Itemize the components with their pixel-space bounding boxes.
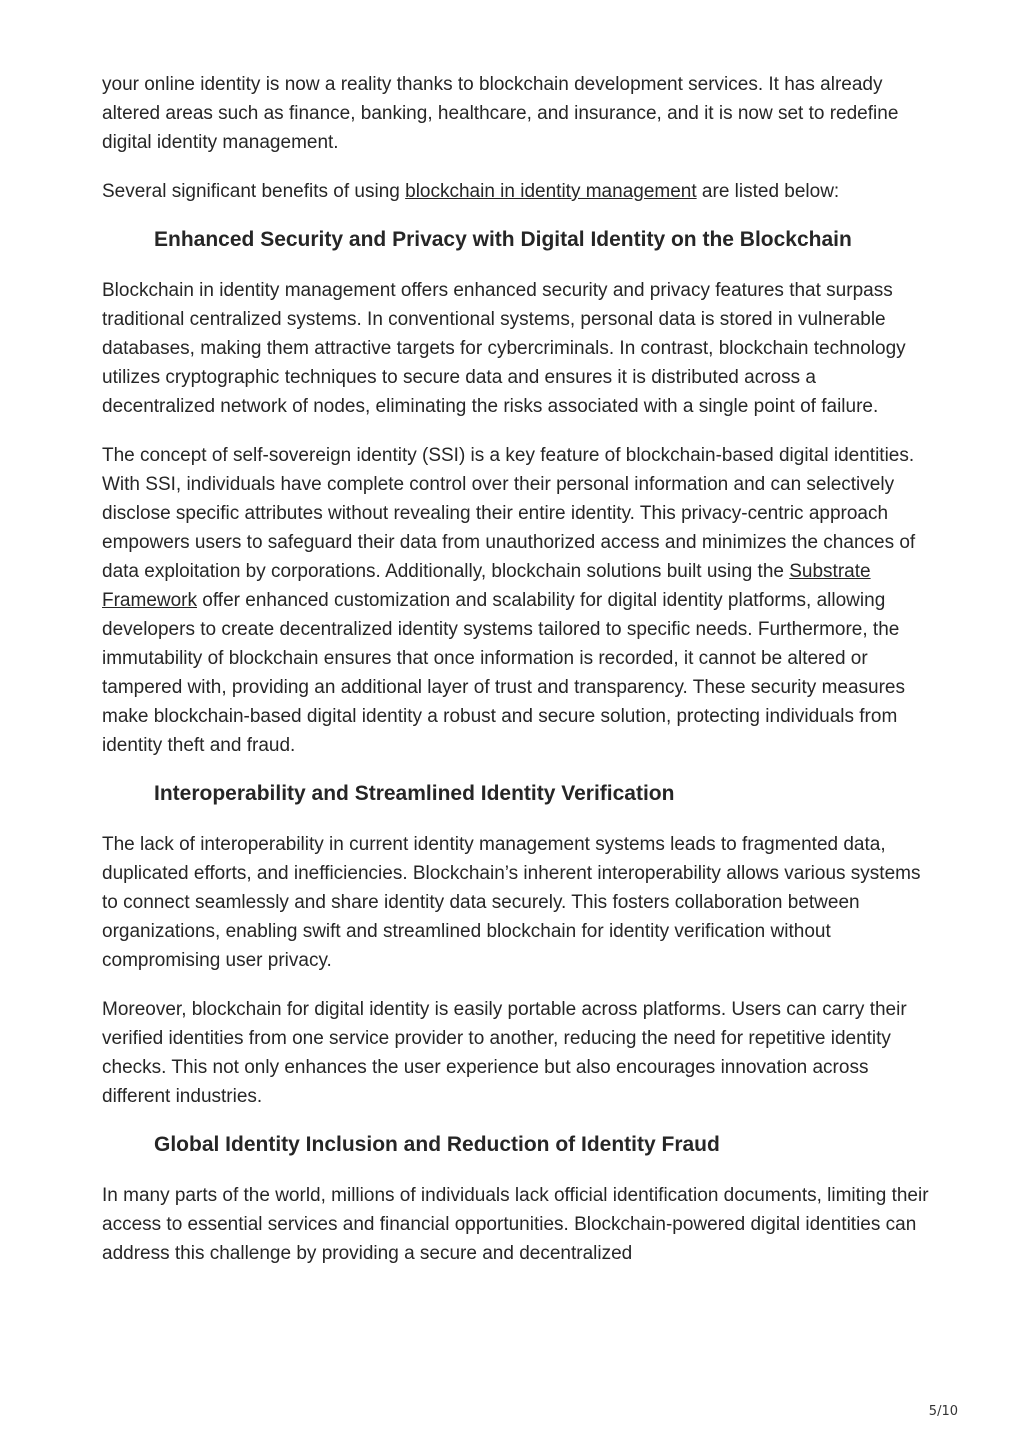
paragraph-benefits-intro (102, 177, 932, 206)
heading-enhanced-security: Enhanced Security and Privacy with Digital Identity on the Blockchain (154, 228, 852, 251)
substrate-framework-link[interactable]: Substrate Framework (102, 561, 871, 611)
paragraph-text: are listed below: (696, 181, 840, 202)
heading-global-inclusion: Global Identity Inclusion and Reduction of Identity Fraud (154, 1133, 720, 1156)
paragraph-portability: Moreover, blockchain for digital identity is easily portable across platforms. Users can carry their verified identities from one service provider to another, reducing the need for repetitive identity checks. This not only enhances the user experience but also encourages innovation across different industries. (102, 999, 907, 1107)
page-number: 5/10 (928, 1404, 958, 1419)
paragraph-text: Several significant benefits of using (102, 181, 406, 202)
blockchain-identity-management-link[interactable]: blockchain in identity management (405, 181, 697, 202)
paragraph-ssi (102, 441, 932, 760)
paragraph-intro: your online identity is now a reality thanks to blockchain development services. It has already altered areas such as finance, banking, healthcare, and insurance, and it is now set to redefine digital identity management. (102, 74, 899, 153)
paragraph-interoperability: The lack of interoperability in current identity management systems leads to fragmented data, duplicated efforts, and inefficiencies. Blockchain’s inherent interoperability allows various systems to connect seamlessly and share identity data securely. This fosters collaboration between organizations, enabling swift and streamlined blockchain for identity verification without compromising user privacy. (102, 834, 921, 971)
paragraph-text: offer enhanced customization and scalability for digital identity platforms, allowing developers to create decentralized identity systems tailored to specific needs. Furthermore, the immutability of blockchain ensures that once information is recorded, it cannot be altered or tampered with, providing an additional layer of trust and transparency. These security measures make blockchain-based digital identity a robust and secure solution, protecting individuals from identity theft and fraud. (102, 590, 905, 756)
paragraph-security: Blockchain in identity management offers enhanced security and privacy features that surpass traditional centralized systems. In conventional systems, personal data is stored in vulnerable databases, making them attractive targets for cybercriminals. In contrast, blockchain technology utilizes cryptographic techniques to secure data and ensures it is distributed across a decentralized network of nodes, eliminating the risks associated with a single point of failure. (102, 280, 906, 417)
paragraph-text: The concept of self-sovereign identity (SSI) is a key feature of blockchain-based digital identities. With SSI, individuals have complete control over their personal information and can selectively disclose specific attributes without revealing their entire identity. This privacy-centric approach empowers users to safeguard their data from unauthorized access and minimizes the chances of data exploitation by corporations. Additionally, blockchain solutions built using the (102, 445, 916, 582)
paragraph-inclusion: In many parts of the world, millions of individuals lack official identification documents, limiting their access to essential services and financial opportunities. Blockchain-powered digital identities can address this challenge by providing a secure and decentralized (102, 1185, 929, 1264)
article-body (102, 70, 932, 1288)
heading-interoperability: Interoperability and Streamlined Identity Verification (154, 782, 675, 805)
